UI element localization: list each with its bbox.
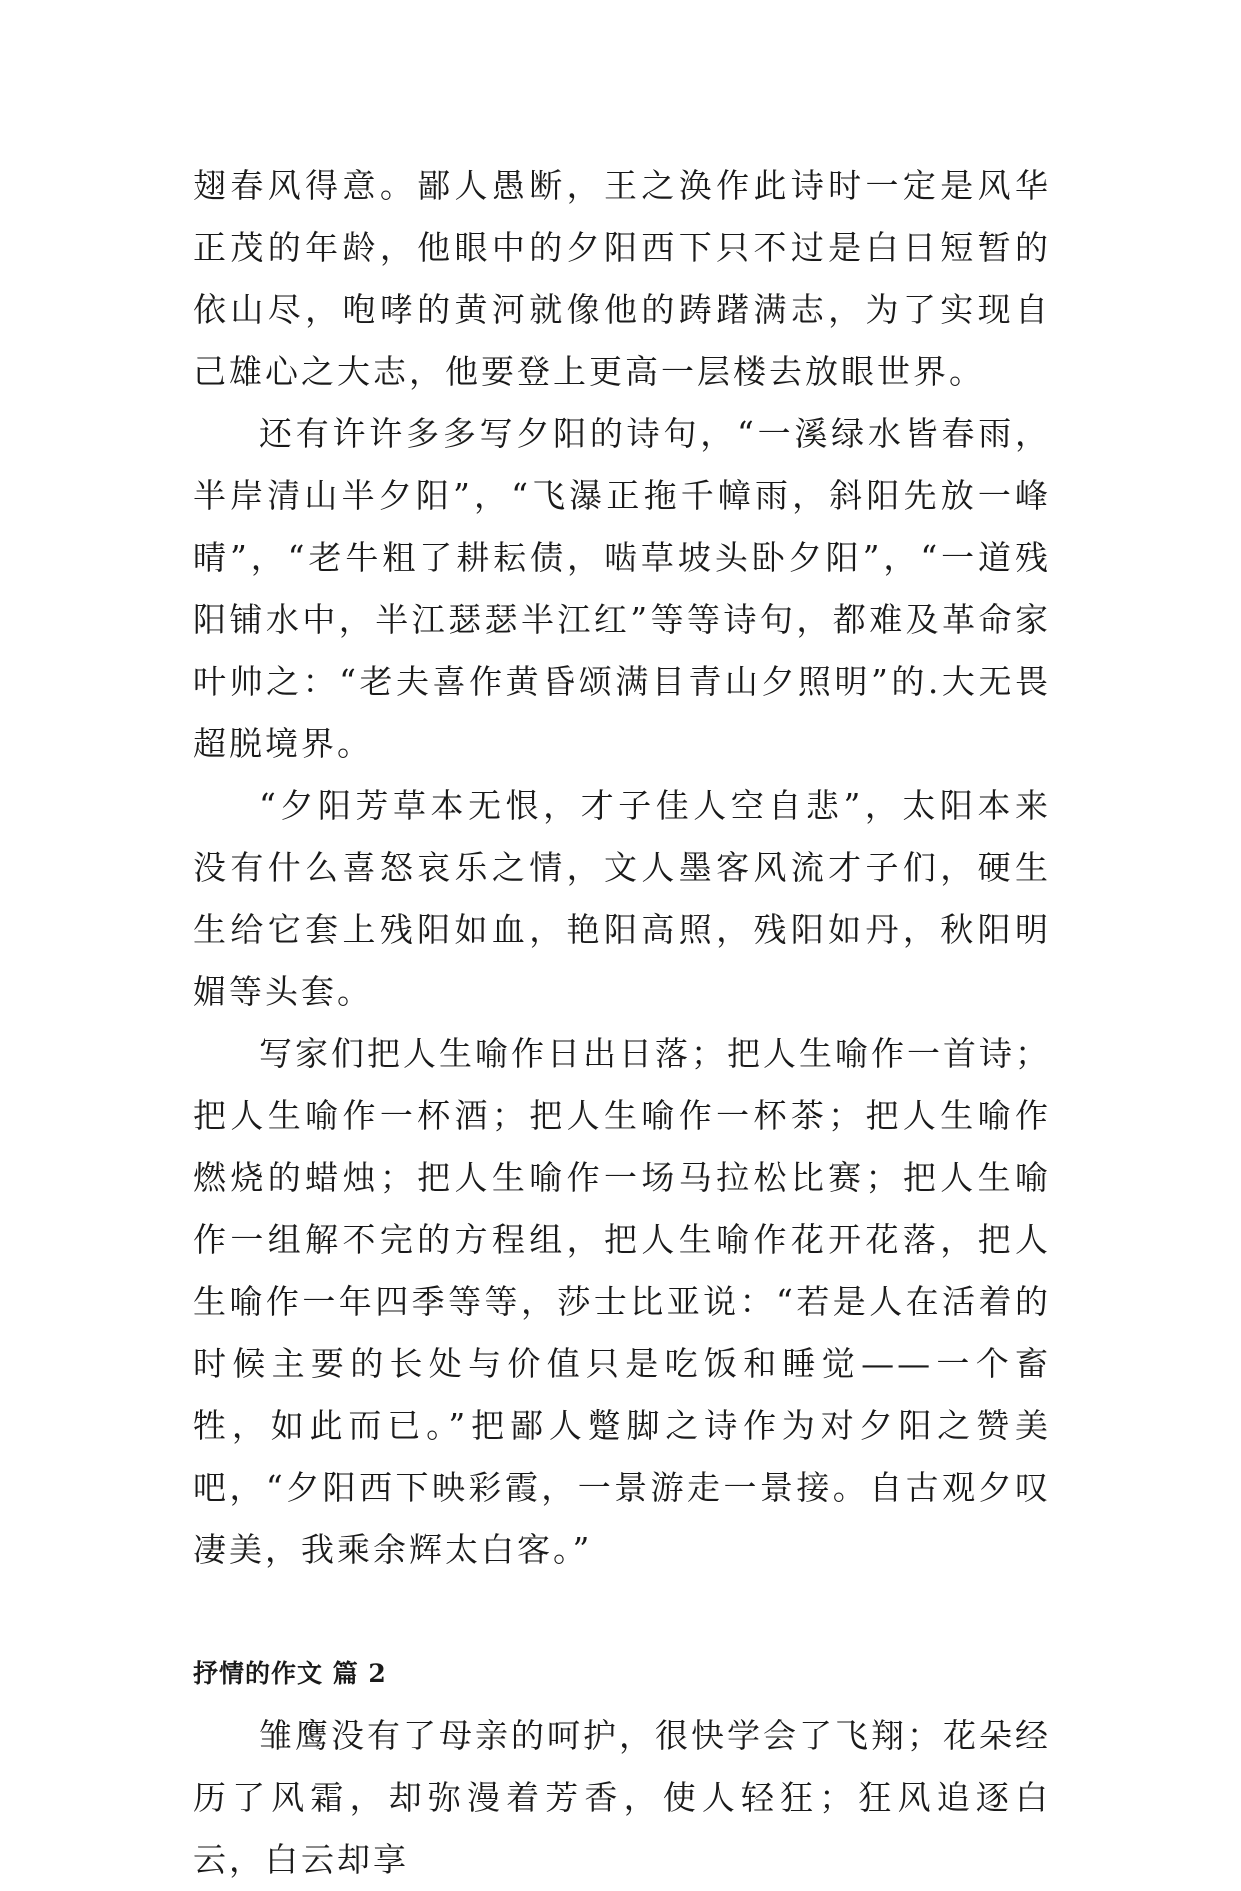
section-heading: 抒情的作文 篇 2 [193, 1659, 387, 1688]
paragraph-life-metaphors: 写家们把人生喻作日出日落；把人生喻作一首诗；把人生喻作一杯酒；把人生喻作一杯茶；把人生喻作燃烧的蜡烛；把人生喻作一场马拉松比赛；把人生喻作一组解不完的方程组，把人生喻作花开花落，把人生喻作一年四季等等，莎士比亚说：“若是人在活着的时候主要的长处与价值只是吃饭和睡觉——一个畜牲，如此而已。”把鄙人蹩脚之诗作为对夕阳之赞美吧，“夕阳西下映彩霞，一景游走一景接。自古观夕叹凄美，我乘余辉太白客。” [193, 1034, 1051, 1569]
paragraph-section-2: 雏鹰没有了母亲的呵护，很快学会了飞翔；花朵经历了风霜，却弥漫着芳香，使人轻狂；狂风追逐白云，白云却享 [193, 1716, 1051, 1879]
paragraph-sunset-poems: 还有许许多多写夕阳的诗句，“一溪绿水皆春雨，半岸清山半夕阳”，“飞瀑正拖千幛雨，斜阳先放一峰晴”，“老牛粗了耕耘债，啮草坡头卧夕阳”，“一道残阳铺水中，半江瑟瑟半江红”等等诗句，都难及革命家叶帅之：“老夫喜作黄昏颂满目青山夕照明”的.大无畏超脱境界。 [193, 414, 1051, 763]
paragraph-continuation: 翅春风得意。鄙人愚断，王之涣作此诗时一定是风华正茂的年龄，他眼中的夕阳西下只不过是白日短暂的依山尽，咆哮的黄河就像他的踌躇满志，为了实现自己雄心之大志，他要登上更高一层楼去放眼世界。 [193, 166, 1051, 391]
paragraph-sunset-emotions: “夕阳芳草本无恨，才子佳人空自悲”，太阳本来没有什么喜怒哀乐之情，文人墨客风流才子们，硬生生给它套上残阳如血，艳阳高照，残阳如丹，秋阳明媚等头套。 [193, 786, 1051, 1011]
document-page [193, 155, 1051, 1891]
